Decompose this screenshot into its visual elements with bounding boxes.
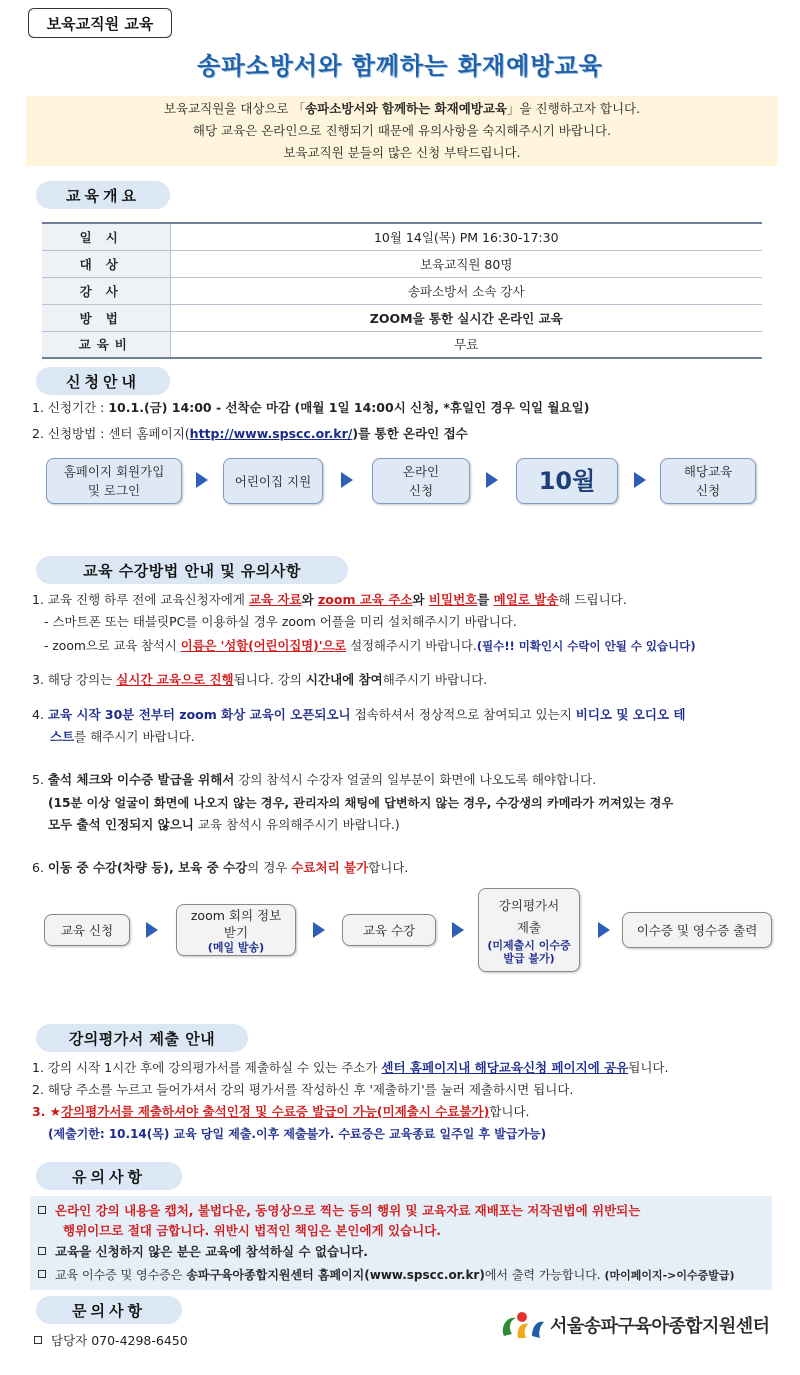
step-text: 해당교육 xyxy=(683,464,733,479)
notice-text: 교육 이수증 및 영수증은 xyxy=(55,1268,187,1282)
text: 의 경우 xyxy=(247,860,292,875)
text: 5. xyxy=(32,772,48,787)
method-item-6 xyxy=(32,858,408,878)
section-title-overview: 교육개요 xyxy=(36,181,170,209)
course-step-4 xyxy=(478,888,580,972)
text: 해 드립니다. xyxy=(558,592,627,607)
center-logo xyxy=(498,1308,778,1342)
arrow-right-icon xyxy=(196,472,208,488)
step-text: 신청 xyxy=(695,483,721,498)
step-text: 신청 xyxy=(408,483,434,498)
intro-highlight: 송파소방서와 함께하는 화재예방교육 xyxy=(305,101,507,116)
step-text: 교육 신청 xyxy=(60,922,114,938)
apply-step-month xyxy=(516,458,618,504)
apply-label: 2. 신청방법 : 센터 홈페이지( xyxy=(32,426,190,441)
intro-text: 」을 진행하고자 합니다. xyxy=(507,101,641,116)
row-label: 강사 xyxy=(42,277,170,304)
text: 합니다. xyxy=(489,1104,530,1119)
evaluation-item-2: 2. 해당 주소를 누르고 들어가셔서 강의 평가서를 작성하신 후 '제출하기'를 눌러 제출하시면 됩니다. xyxy=(32,1082,574,1097)
notice-item-2 xyxy=(38,1242,368,1262)
category-tag: 보육교직원 교육 xyxy=(28,8,172,38)
contact-line xyxy=(34,1331,188,1351)
table-row xyxy=(42,304,762,331)
text: 를 xyxy=(477,592,494,607)
row-value: 무료 xyxy=(170,331,762,358)
step-text: 10월 xyxy=(538,466,596,495)
notice-text: 행위이므로 절대 금합니다. 위반시 법적인 책임은 본인에게 있습니다. xyxy=(63,1223,442,1238)
row-value: 보육교직원 80명 xyxy=(170,250,762,277)
evaluation-item-3 xyxy=(32,1102,530,1122)
row-value: 10월 14일(목) PM 16:30-17:30 xyxy=(170,223,762,250)
section-title-notice: 유의사항 xyxy=(36,1162,182,1190)
notice-item-1 xyxy=(38,1201,640,1221)
table-row xyxy=(42,331,762,358)
text: 됩니다. xyxy=(628,1060,669,1075)
method-item-5-note-cont xyxy=(48,815,400,835)
notice-text: 송파구육아종합지원센터 홈페이지(www.spscc.or.kr) xyxy=(186,1268,485,1282)
highlight: 메일로 발송 xyxy=(493,592,559,607)
highlight: zoom 교육 주소 xyxy=(318,592,413,607)
homepage-link[interactable]: http://www.spscc.or.kr/ xyxy=(189,426,353,441)
row-label: 일시 xyxy=(42,223,170,250)
text: 3. ★ xyxy=(32,1104,62,1119)
arrow-right-icon xyxy=(634,472,646,488)
step-text: 이수증 및 영수증 출력 xyxy=(636,922,758,938)
square-bullet-icon xyxy=(38,1206,46,1214)
method-item-1-sub-1: - 스마트폰 또는 태블릿PC를 이용하실 경우 zoom 어플을 미리 설치해주시기 바랍니다. xyxy=(44,614,517,629)
notice-text: 교육을 신청하지 않은 분은 교육에 참석하실 수 없습니다. xyxy=(55,1244,368,1259)
section-title-apply: 신청안내 xyxy=(36,367,170,395)
method-item-4-cont xyxy=(50,727,195,747)
highlight: 강의평가서를 제출하셔야 출석인정 및 수료증 발급이 가능(미제출시 수료불가) xyxy=(61,1104,490,1119)
step-text: 어린이집 지원 xyxy=(234,473,312,489)
method-item-5-note: (15분 이상 얼굴이 화면에 나오지 않는 경우, 관리자의 채팅에 답변하지 않는 경우, 수강생의 카메라가 꺼져있는 경우 xyxy=(48,796,674,810)
arrow-right-icon xyxy=(598,922,610,938)
section-title-method: 교육 수강방법 안내 및 유의사항 xyxy=(36,556,348,584)
text: 됩니다. 강의 xyxy=(233,672,306,687)
method-item-4 xyxy=(32,705,685,725)
step-text: 받기 xyxy=(223,924,249,940)
row-label: 대상 xyxy=(42,250,170,277)
step-text: 교육 수강 xyxy=(362,922,416,938)
text: 와 xyxy=(301,592,318,607)
highlight: 비디오 및 오디오 테 xyxy=(575,707,686,722)
table-row xyxy=(42,277,762,304)
method-item-1 xyxy=(32,590,627,610)
note: (필수!! 미확인시 수락이 안될 수 있습니다) xyxy=(476,639,696,653)
highlight: 교육 시작 30분 전부터 zoom 화상 교육이 오픈되오니 xyxy=(47,707,351,722)
text: 3. 해당 강의는 xyxy=(32,672,117,687)
section-title-contact: 문의사항 xyxy=(36,1296,182,1324)
highlight: 스트 xyxy=(50,729,75,744)
step-text: 및 로그인 xyxy=(87,483,141,498)
evaluation-deadline: (제출기한: 10.14(목) 교육 당일 제출.이후 제출불가. 수료증은 교육종료 일주일 후 발급가능) xyxy=(48,1127,547,1141)
apply-period-value: 10.1.(금) 14:00 - 선착순 마감 (매월 1일 14:00시 신청, *휴일인 경우 익일 월요일) xyxy=(108,400,590,415)
text: 와 xyxy=(412,592,429,607)
text: 6. xyxy=(32,860,48,875)
intro-line-1 xyxy=(26,98,778,120)
apply-step-5 xyxy=(660,458,756,504)
text: 설정해주시기 바랍니다. xyxy=(346,639,477,653)
table-row xyxy=(42,250,762,277)
center-logo-text: 서울송파구육아종합지원센터 xyxy=(550,1316,770,1337)
highlight: 센터 홈페이지내 해당교육신청 페이지에 공유 xyxy=(381,1060,629,1075)
apply-period xyxy=(32,398,589,418)
text: - zoom으로 교육 참석시 xyxy=(44,639,181,653)
intro-box xyxy=(26,96,778,166)
notice-text: 에서 출력 가능합니다. xyxy=(484,1268,605,1282)
notice-text: (마이페이지->이수증발급) xyxy=(604,1269,735,1282)
intro-line-3: 보육교직원 분들의 많은 신청 부탁드립니다. xyxy=(283,145,521,160)
center-logo-icon xyxy=(498,1308,546,1342)
table-row xyxy=(42,223,762,250)
method-item-1-sub-2 xyxy=(44,636,696,656)
step-text: 온라인 xyxy=(402,464,440,479)
row-label: 방법 xyxy=(42,304,170,331)
highlight: 이동 중 수강(차량 등), 보육 중 수강 xyxy=(47,860,248,875)
step-text: 제출 xyxy=(516,920,542,935)
text: 1. 교육 진행 하루 전에 교육신청자에게 xyxy=(32,592,249,607)
highlight: 출석 체크와 이수증 발급을 위해서 xyxy=(47,772,235,787)
text: 강의 참석시 수강자 얼굴의 일부분이 화면에 나오도록 해야합니다. xyxy=(234,772,597,787)
section-title-evaluation: 강의평가서 제출 안내 xyxy=(36,1024,248,1052)
overview-table xyxy=(42,222,762,359)
text: 를 해주시기 바랍니다. xyxy=(74,729,195,744)
course-step-2 xyxy=(176,904,296,956)
text: 해주시기 바랍니다. xyxy=(382,672,488,687)
square-bullet-icon xyxy=(34,1336,42,1344)
apply-step-3 xyxy=(372,458,470,504)
apply-method xyxy=(32,424,468,444)
arrow-right-icon xyxy=(486,472,498,488)
notice-text: 온라인 강의 내용을 캡처, 불법다운, 동영상으로 찍는 등의 행위 및 교육자료 재배포는 저작권법에 위반되는 xyxy=(55,1203,641,1218)
square-bullet-icon xyxy=(38,1270,46,1278)
method-item-5 xyxy=(32,770,596,790)
highlight: 수료처리 불가 xyxy=(291,860,369,875)
text: 모두 출석 인정되지 않으니 xyxy=(48,817,194,832)
step-text: 홈페이지 회원가입 xyxy=(63,464,165,479)
row-value: ZOOM을 통한 실시간 온라인 교육 xyxy=(170,304,762,331)
highlight: 실시간 교육으로 진행 xyxy=(116,672,234,687)
intro-line-2: 해당 교육은 온라인으로 진행되기 때문에 유의사항을 숙지해주시기 바랍니다. xyxy=(192,123,612,138)
contact-phone: 담당자 070-4298-6450 xyxy=(51,1333,188,1348)
arrow-right-icon xyxy=(313,922,325,938)
arrow-right-icon xyxy=(341,472,353,488)
text: 시간내에 참여 xyxy=(305,672,383,687)
apply-method-suffix: )를 통한 온라인 접수 xyxy=(352,426,468,441)
apply-step-1 xyxy=(46,458,182,504)
highlight: 이름은 '성함(어린이집명)'으로 xyxy=(180,639,347,653)
apply-step-2 xyxy=(223,458,323,504)
notice-item-3 xyxy=(38,1265,735,1286)
method-item-3 xyxy=(32,670,487,690)
text: 합니다. xyxy=(368,860,409,875)
intro-text: 보육교직원을 대상으로 「 xyxy=(163,101,306,116)
notice-item-1-cont xyxy=(63,1221,441,1241)
evaluation-item-1 xyxy=(32,1058,668,1078)
text: 접속하셔서 정상적으로 참여되고 있는지 xyxy=(350,707,576,722)
page-title: 송파소방서와 함께하는 화재예방교육 xyxy=(197,52,603,80)
highlight: 비밀번호 xyxy=(428,592,478,607)
square-bullet-icon xyxy=(38,1247,46,1255)
highlight: 교육 자료 xyxy=(248,592,302,607)
step-text: 강의평가서 xyxy=(498,898,560,913)
text: 교육 참석시 유의해주시기 바랍니다.) xyxy=(193,817,400,832)
row-value: 송파소방서 소속 강사 xyxy=(170,277,762,304)
step-note: (미제출시 이수증 발급 불가) xyxy=(487,939,571,965)
step-text: zoom 회의 정보 xyxy=(190,907,282,923)
step-note: (메일 발송) xyxy=(207,940,265,954)
apply-label: 1. 신청기간 : xyxy=(32,400,109,415)
course-step-1 xyxy=(44,914,130,946)
row-label: 교육비 xyxy=(42,331,170,358)
text: 4. xyxy=(32,707,48,722)
course-step-3 xyxy=(342,914,436,946)
course-step-5 xyxy=(622,912,772,948)
text: 1. 강의 시작 1시간 후에 강의평가서를 제출하실 수 있는 주소가 xyxy=(32,1060,382,1075)
arrow-right-icon xyxy=(452,922,464,938)
arrow-right-icon xyxy=(146,922,158,938)
